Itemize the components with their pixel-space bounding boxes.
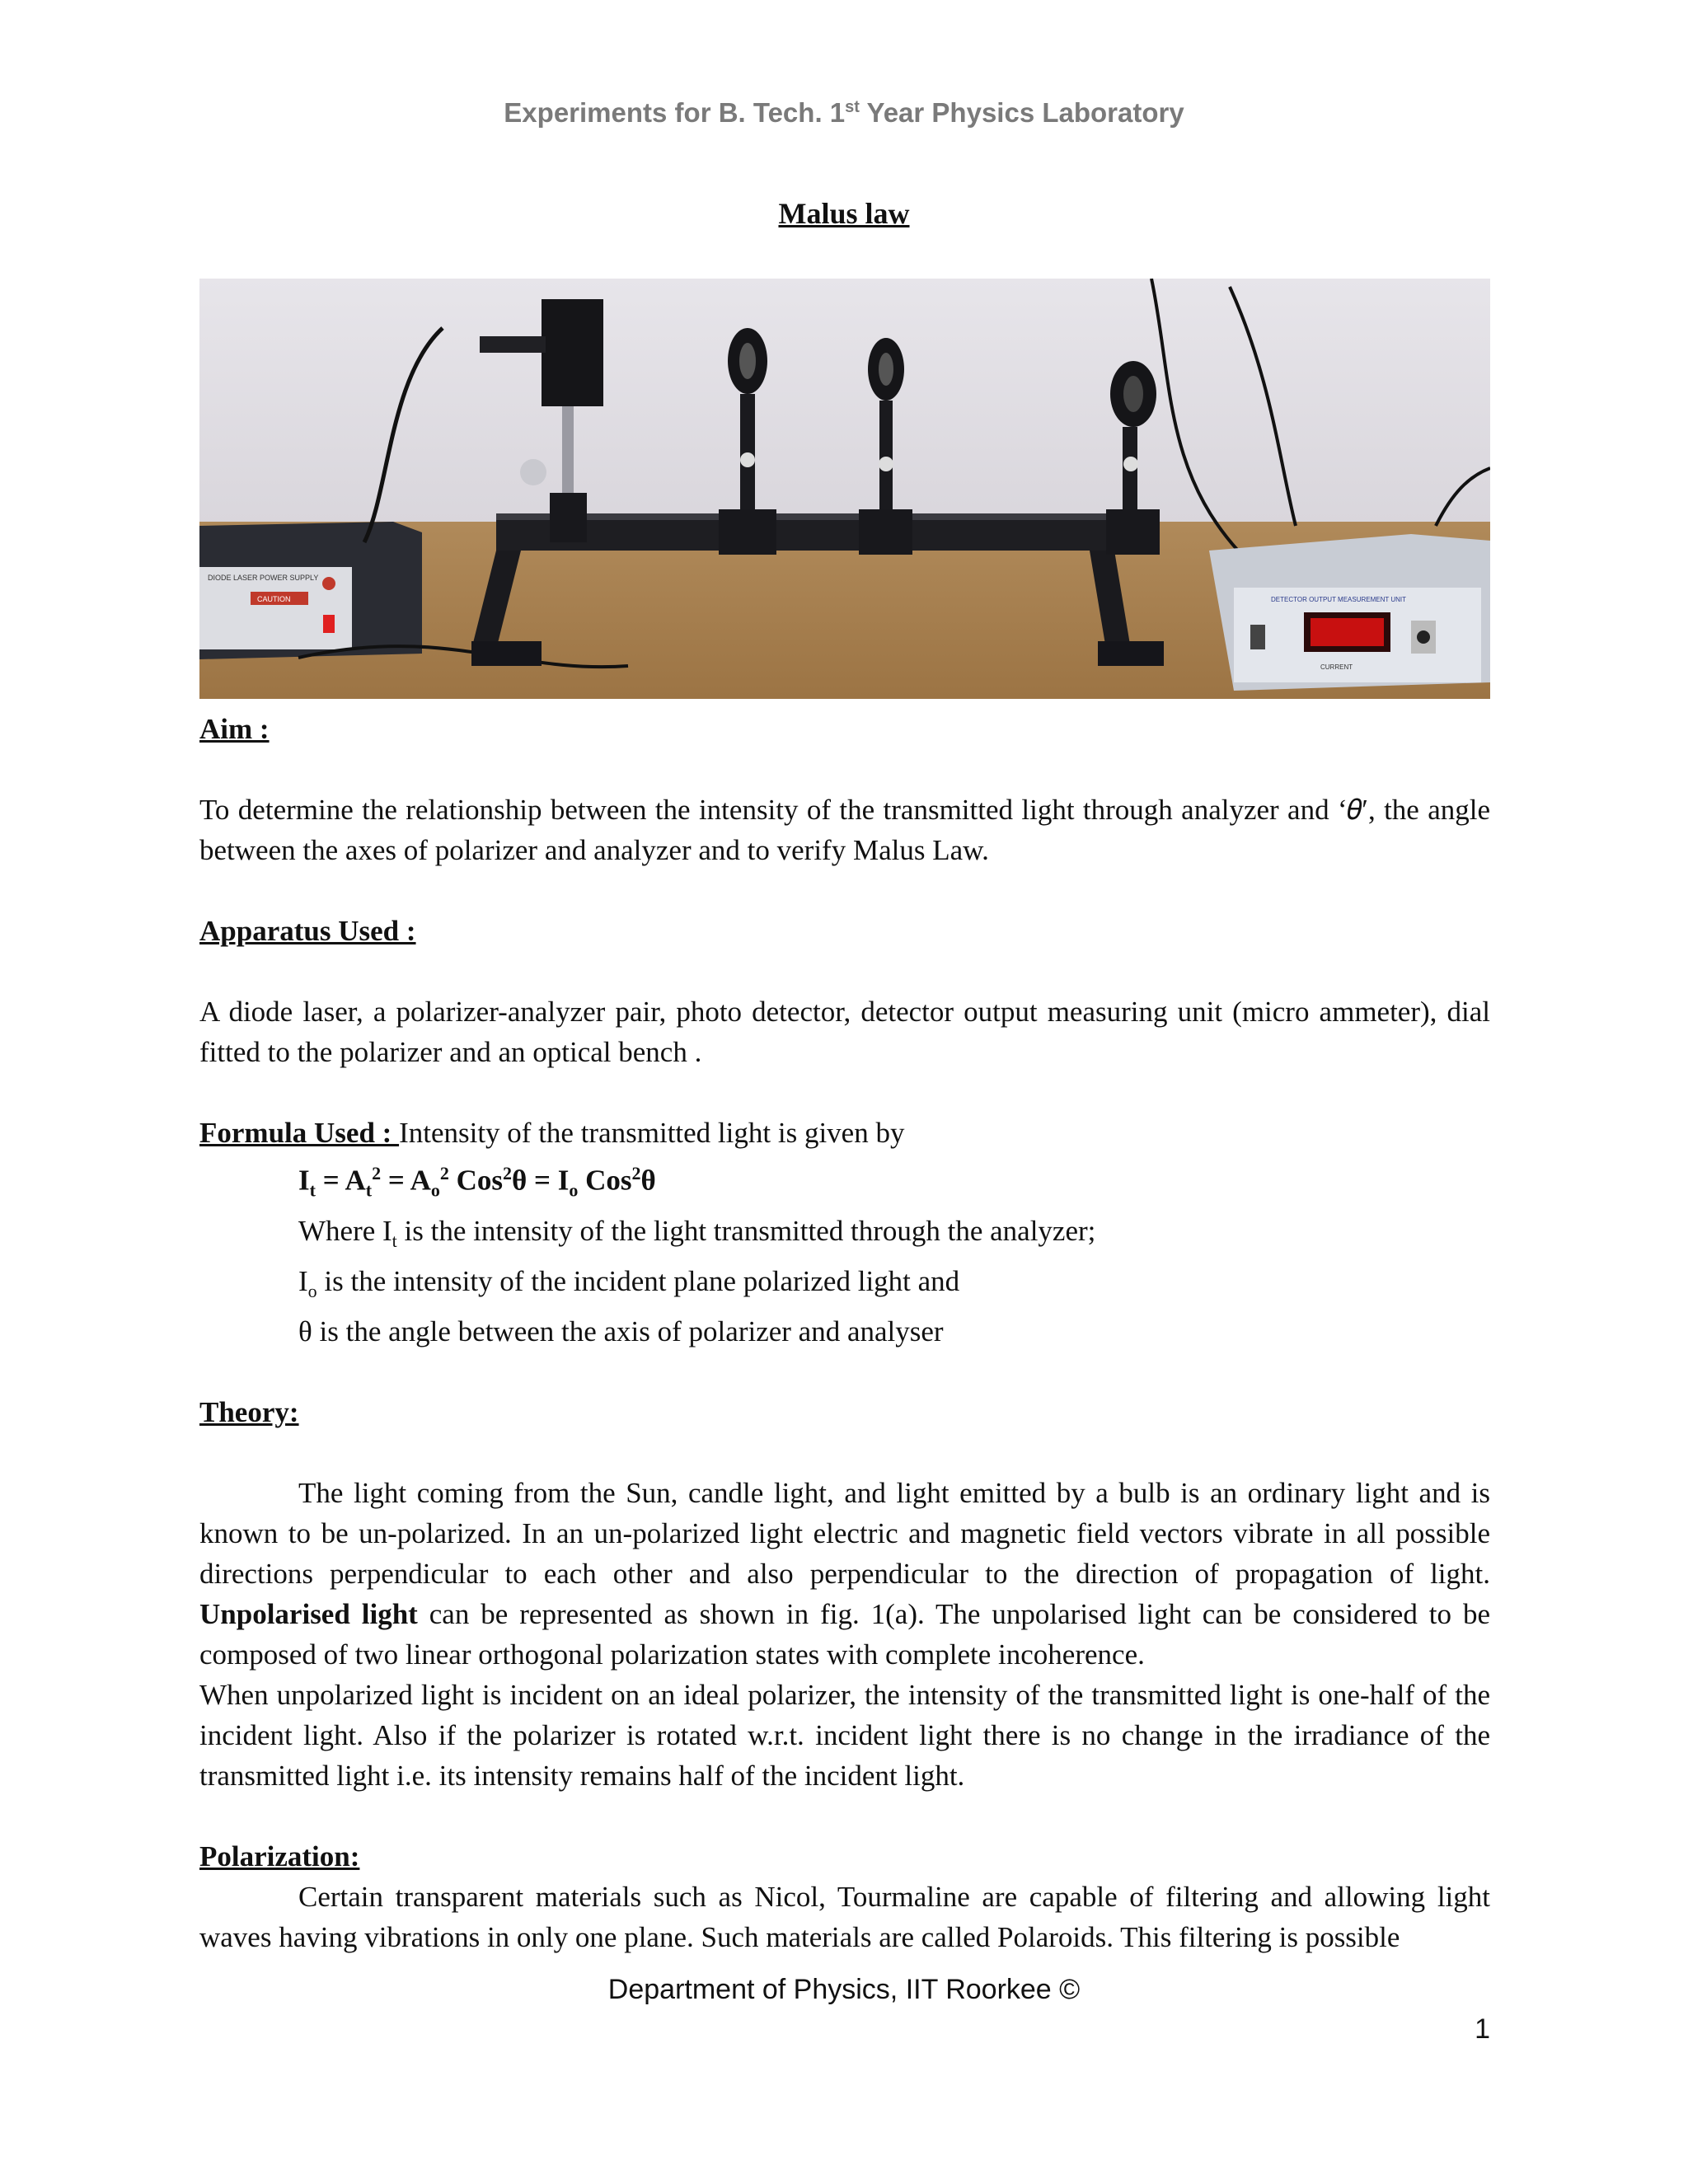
caution-label: CAUTION: [257, 595, 291, 603]
range-switch: [1250, 625, 1265, 649]
page-number: 1: [1475, 2013, 1490, 2045]
formula-intro: Intensity of the transmitted light is given by: [399, 1117, 905, 1149]
polarization-heading: Polarization:: [199, 1840, 360, 1872]
theory-paragraph-2: When unpolarized light is incident on an ideal polarizer, the intensity of the transmitted light is one-half of the incident light. Also if the polarizer is rotated w.r.t. incident light there is no change in the irradiance of the transmitted light i.e. its intensity remains half of the incident light.: [199, 1678, 1490, 1792]
header-text-post: Year Physics Laboratory: [859, 97, 1184, 128]
document-title: Malus law: [778, 197, 910, 230]
laser-supply-label: DIODE LASER POWER SUPPLY: [208, 574, 319, 582]
theory-heading: Theory:: [199, 1395, 299, 1428]
aim-heading: Aim :: [199, 713, 270, 745]
formula-block: [199, 1153, 1490, 1352]
detector-unit-label: DETECTOR OUTPUT MEASUREMENT UNIT: [1271, 596, 1407, 603]
theta-line: θ is the angle between the axis of polarizer and analyser: [298, 1315, 944, 1347]
header-text-pre: Experiments for B. Tech. 1: [504, 97, 846, 128]
laser-power-supply: [199, 522, 422, 659]
apparatus-photo: [199, 279, 1490, 699]
where-line: Where $I_t$ is the intensity of the light transmitted through the analyzer;: [298, 1214, 1096, 1251]
aim-text: To determine the relationship between the intensity of the transmitted light through analyzer and ‘𝜃′, the angle between the axes of polarizer and analyzer and to verify Malus Law.: [199, 794, 1490, 866]
indicator-lamp: [322, 577, 335, 590]
digital-display: [1311, 618, 1384, 646]
current-label: CURRENT: [1320, 663, 1353, 671]
apparatus-heading: Apparatus Used :: [199, 915, 416, 947]
malus-equation: $I_t = A_t^2 = A_o^2$ $Cos^2\theta = I_o$ Cos$^2$θ: [298, 1163, 656, 1201]
apparatus-text: A diode laser, a polarizer-analyzer pair, photo detector, detector output measuring unit (micro ammeter), dial fitted to the polarizer and an optical bench .: [199, 996, 1490, 1068]
page-footer: Department of Physics, IIT Roorkee ©: [607, 1974, 1081, 2005]
polarization-text: Certain transparent materials such as Nicol, Tourmaline are capable of filtering and allowing light waves having vibrations in only one plane. Such materials are called Polaroids. This filtering is possible: [199, 1880, 1490, 1953]
page-header: [0, 97, 1688, 129]
header-superscript: st: [845, 98, 860, 116]
aim-section: [199, 709, 1490, 1957]
formula-heading: Formula Used :: [199, 1117, 400, 1149]
detector-output-unit: [1209, 534, 1490, 691]
formula-line: [199, 1113, 1490, 1153]
theory-paragraph-1: The light coming from the Sun, candle light, and light emitted by a bulb is an ordinary light and is known to be un-polarized. In an un-polarized light electric and magnetic field vectors vibrate in all possible directions perpendicular to each other and also perpendicular to the direction of propagation of light. Unpolarised light can be represented as shown in fig. 1(a). The unpolarised light can be considered to be composed of two linear orthogonal polarization states with complete incoherence.: [199, 1476, 1490, 1671]
power-switch: [323, 615, 335, 633]
io-line: $I_o$ is the intensity of the incident plane polarized light and: [298, 1264, 960, 1301]
